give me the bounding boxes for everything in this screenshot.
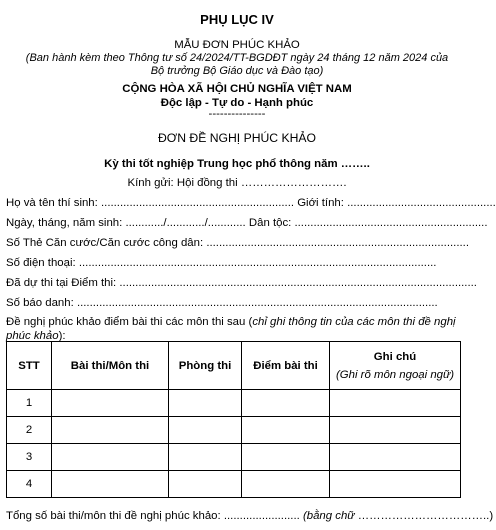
dob-ethnicity-label: Ngày, tháng, năm sinh: ............/............/............ Dân tộc:: [6, 217, 295, 229]
table-row: [7, 390, 461, 417]
subject-cell[interactable]: [52, 444, 169, 471]
form-name: MẪU ĐƠN PHÚC KHẢO: [174, 39, 300, 51]
col-header-room: Phòng thi: [169, 342, 242, 390]
room-cell[interactable]: [169, 417, 242, 444]
request-note-end: phúc khảo: [6, 330, 59, 342]
table-row: [7, 471, 461, 498]
national-motto: Độc lập - Tự do - Hạnh phúc: [160, 97, 314, 109]
issued-line-1: (Ban hành kèm theo Thông tư số 24/2024/TT-BGDĐT ngày 24 tháng 12 năm 2024 của: [25, 52, 449, 64]
id-card-field[interactable]: ...................................................................................: [206, 237, 469, 249]
col-header-stt: STT: [7, 342, 52, 390]
score-cell[interactable]: [242, 390, 330, 417]
subjects-table: [6, 341, 461, 498]
table-header-row: [7, 342, 461, 390]
score-cell[interactable]: [242, 471, 330, 498]
ethnicity-field[interactable]: .............................................................: [294, 217, 488, 229]
candidate-name-label: Họ và tên thí sinh:: [6, 197, 101, 209]
note-header-label: Ghi chú: [373, 350, 417, 363]
subject-cell[interactable]: [52, 417, 169, 444]
candidate-number-field[interactable]: ..................................................................................................................: [76, 297, 438, 309]
phone-field[interactable]: .................................................................................................................: [78, 257, 437, 269]
subject-cell[interactable]: [52, 471, 169, 498]
request-lead: Đề nghị phúc khảo điểm bài thi các môn thi sau (: [6, 316, 253, 328]
subject-cell[interactable]: [52, 390, 169, 417]
total-words-label: (bằng chữ: [299, 510, 358, 522]
exam-line: Kỳ thi tốt nghiệp Trung học phổ thông năm ……..: [104, 158, 370, 170]
dob-row: [6, 217, 488, 229]
gender-label: Giới tính:: [294, 197, 348, 209]
note-cell[interactable]: [330, 417, 461, 444]
candidate-name-field[interactable]: .............................................................: [100, 197, 295, 209]
phone-label: Số điện thoại:: [6, 257, 79, 269]
total-words-field[interactable]: ……………………………..: [357, 510, 490, 522]
motto-rule: ---------------: [208, 108, 266, 120]
candidate-name-row: [6, 197, 496, 209]
exam-venue-row: [6, 277, 477, 289]
candidate-number-row: [6, 297, 461, 309]
id-card-row: [6, 237, 469, 249]
request-tail: ):: [58, 330, 66, 342]
note-cell[interactable]: [330, 471, 461, 498]
room-cell[interactable]: [169, 444, 242, 471]
row-number: 3: [7, 444, 52, 471]
form-title: ĐƠN ĐỀ NGHỊ PHÚC KHẢO: [157, 131, 317, 145]
request-note: chỉ ghi thông tin của các môn thi đề nghị: [252, 316, 456, 328]
note-cell[interactable]: [330, 390, 461, 417]
exam-venue-field[interactable]: .................................................................................................................: [119, 277, 477, 289]
col-header-subject: Bài thi/Môn thi: [52, 342, 169, 390]
total-row: [6, 510, 493, 522]
exam-venue-label: Đã dự thi tại Điểm thi:: [6, 277, 120, 289]
gender-field[interactable]: ...............................................: [347, 197, 496, 209]
issued-line-2: Bộ trưởng Bộ Giáo dục và Đào tạo): [150, 65, 324, 77]
recipient-line: Kính gửi: Hội đồng thi ……………………….: [127, 177, 347, 189]
candidate-number-label: Số báo danh:: [6, 297, 77, 309]
col-header-score: Điểm bài thi: [242, 342, 330, 390]
note-header-sub: (Ghi rõ môn ngoại ngữ): [335, 368, 455, 381]
note-cell[interactable]: [330, 444, 461, 471]
table-row: [7, 444, 461, 471]
row-number: 4: [7, 471, 52, 498]
id-card-label: Số Thẻ Căn cước/Căn cước công dân:: [6, 237, 207, 249]
score-cell[interactable]: [242, 444, 330, 471]
appendix-title: PHỤ LỤC IV: [200, 12, 274, 27]
row-number: 2: [7, 417, 52, 444]
row-number: 1: [7, 390, 52, 417]
request-line-1: [6, 316, 456, 328]
total-label: Tổng số bài thi/môn thi đề nghị phúc khảo:: [6, 510, 224, 522]
country-name: CỘNG HÒA XÃ HỘI CHỦ NGHĨA VIỆT NAM: [122, 83, 352, 95]
score-cell[interactable]: [242, 417, 330, 444]
room-cell[interactable]: [169, 471, 242, 498]
total-field[interactable]: ........................: [223, 510, 300, 522]
total-close: ): [489, 510, 494, 522]
phone-row: [6, 257, 461, 269]
room-cell[interactable]: [169, 390, 242, 417]
table-row: [7, 417, 461, 444]
col-header-note: [330, 342, 461, 390]
